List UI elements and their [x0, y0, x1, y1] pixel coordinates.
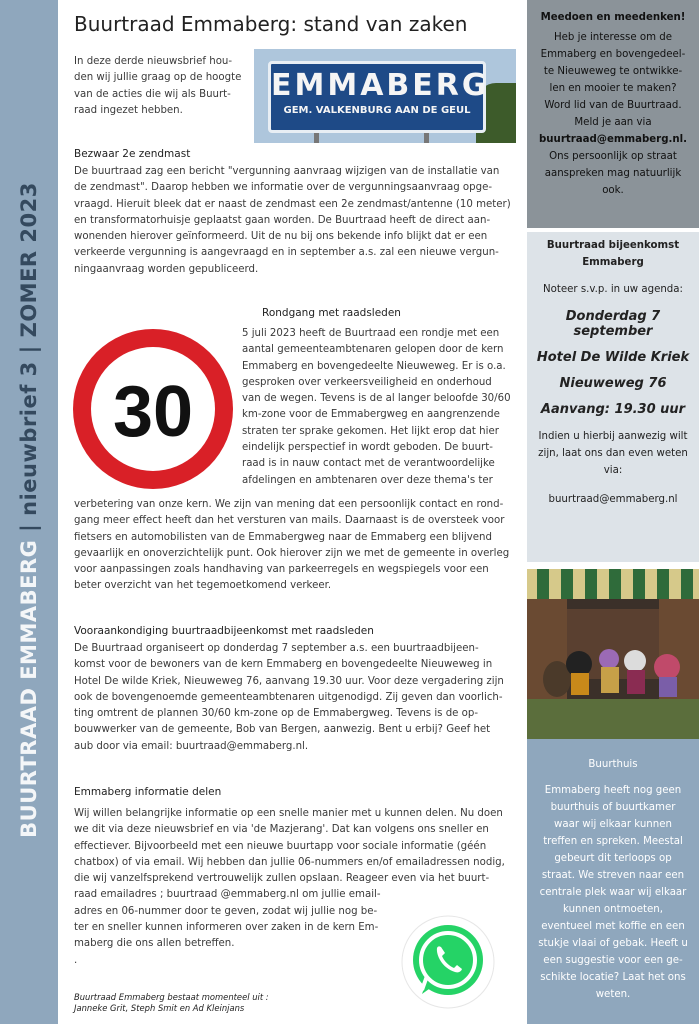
box-bijeenkomst [527, 232, 699, 562]
box-meedoen-text [527, 29, 699, 199]
text-line: komst voor de bewoners van de kern Emmaberg en bovengedeelte Nieuweweg in [74, 659, 493, 671]
text-line: buurthuis of buurtkamer [550, 802, 676, 813]
text-line: we dit via deze nieuwsbrief en via 'de Mazjerang'. Dat kan volgens ons sneller en [74, 824, 489, 836]
text-line: te Nieuweweg te ontwikke- [543, 66, 683, 77]
text-line: adres en 06-nummer door te geven, zodat wij jullie nog be- [74, 905, 378, 917]
text-line: ting omtrent de plannen 30/60 km-zone op de Emmabergweg. Tevens is de op- [74, 708, 479, 720]
vertical-title-part3: ZOMER 2023 [17, 182, 41, 338]
title-line: Emmaberg [582, 257, 644, 268]
text-line: vraagd. Hieruit bleek dat er naast de zendmast een 2e zendmast/antenne (10 meter) [74, 198, 511, 210]
text-line: gang meer effect heeft dan het versturen van mails. Daarnaast is de oversteek voor [74, 515, 505, 527]
vertical-sidebar [0, 0, 58, 1024]
text-line: afdelingen en ambtenaren over deze thema's ter [242, 474, 493, 486]
text-line: stukje vlaai of gebak. Heeft u [538, 938, 688, 949]
text-line: eindelijk perspectief in wordt geboden. De buurt- [242, 442, 493, 454]
speed-limit-30-sign [70, 326, 236, 492]
text-line: Emmaberg en bovengedeel- [540, 49, 686, 60]
text-line: via: [603, 465, 623, 476]
sign-number: 30 [112, 372, 194, 452]
text-line: de zendmast". Daarop hebben we informatie over de vergunningsaanvraag opge- [74, 182, 493, 194]
text-line: straat. We streven naar een [541, 870, 685, 881]
vertical-separator-1: | [17, 515, 41, 540]
text-line: ter en sneller kunnen informeren over zaken in de kern Em- [74, 922, 379, 934]
box-buurthuis-text [527, 782, 699, 1003]
box-buurthuis [527, 739, 699, 1024]
text-line: aanspreken mag natuurlijk [544, 168, 682, 179]
text-line: Emmaberg en bovengedeelte Nieuweweg. Er is o.a. [242, 360, 506, 372]
text-line: verbetering van onze kern. We zijn van mening dat een persoonlijk contact en rond- [74, 499, 504, 510]
text-line: van de wegen. Tevens is de al langer beloofde 30/60 [242, 393, 511, 405]
footer-line: Janneke Grit, Steph Smit en Ad Kleinjans [74, 1003, 245, 1013]
text-line: 5 juli 2023 heeft de Buurtraad een rondje met een [242, 328, 500, 339]
box-meedoen-title: Meedoen en meedenken! [540, 12, 686, 23]
place-name-sign [268, 61, 490, 133]
text-line: Emmaberg heeft nog geen [544, 785, 682, 796]
text-line: gevaarlijk en onoverzichtelijk punt. Ook hierover zijn we met de gemeente in overleg [74, 547, 510, 559]
text-line: bouwwerker van de gemeente, Bob van Bergen, aanwezig. Bent u erbij? Geef het [74, 724, 491, 736]
section-rondgang-text [74, 497, 509, 595]
text-line: Hotel De wilde Kriek, Nieuweweg 76, aanvang 19.30 uur. Voor deze vergadering zijn [74, 675, 504, 687]
text-line: straten ter sprake gekomen. Het lijkt erop dat hier [242, 425, 499, 437]
text-line: . [74, 954, 78, 966]
text-line: centrale plek waar wij elkaar [539, 887, 687, 898]
page-title: Buurtraad Emmaberg: stand van zaken [74, 12, 468, 36]
section-zendmast-text [74, 164, 511, 278]
box-meedoen [527, 0, 699, 228]
text-line: zijn, laat ons dan even weten [538, 448, 688, 459]
sign-municipality: GEM. VALKENBURG AAN DE GEUL [283, 105, 471, 116]
vertical-title-part1: BUURTRAAD EMMABERG [17, 539, 41, 838]
agenda-address: Nieuweweg 76 [559, 376, 667, 391]
text-line: gebeurt dit terloops op [554, 853, 672, 864]
agenda-list [527, 309, 699, 417]
emmaberg-sign-photo [254, 49, 516, 143]
text-line: raad emailadres ; buurtraad @emmaberg.nl om jullie email- [74, 889, 381, 901]
text-line: Indien u hierbij aanwezig wilt [538, 431, 688, 442]
text-line: ook de bovengenoemde gemeenteambtenaren uitgenodigd. Zij geven dan voorlich- [74, 691, 503, 703]
main-column [58, 0, 526, 1024]
buurthuis-puppets-photo [527, 569, 699, 739]
title-line: Buurtraad bijeenkomst [546, 240, 680, 251]
vertical-separator-2: | [17, 337, 41, 362]
text-line: maberg die ons allen betreffen. [74, 938, 235, 950]
text-line: De Buurtraad organiseert op donderdag 7 september a.s. een buurtraadbijeen- [74, 643, 479, 654]
agenda-date: Donderdag 7 september [565, 309, 661, 339]
text-line: Heb je interesse om de [553, 32, 672, 43]
text-line: beter overzicht van het tegemoetkomend verkeer. [74, 580, 332, 592]
text-line: effectiever. Bijvoorbeeld met een nieuwe buurtapp voor sociale informatie (géén [74, 840, 487, 852]
section-vooraankondiging-text [74, 641, 504, 755]
sign-town-name: EMMABERG [271, 68, 490, 103]
box-buurthuis-title: Buurthuis [588, 759, 638, 770]
text-line: Word lid van de Buurtraad. [544, 100, 682, 111]
text-line: een suggestie voor een ge- [543, 955, 683, 966]
footer-line: Buurtraad Emmaberg bestaat momenteel uit : [74, 992, 269, 1002]
vertical-title [17, 182, 41, 838]
section-heading-zendmast: Bezwaar 2e zendmast [74, 148, 191, 160]
text-line: die wij vanzelfsprekend vertrouwelijk zullen opslaan. Reageer even via het buurt- [74, 873, 490, 885]
text-line: schikte locatie? Laat het ons [540, 972, 686, 983]
agenda-note: Noteer s.v.p. in uw agenda: [543, 284, 683, 295]
text-line: len en mooier te maken? [549, 83, 677, 94]
text-line: De buurtraad zag een bericht "vergunning aanvraag wijzigen van de installatie van [74, 166, 500, 177]
whatsapp-icon [400, 914, 496, 1010]
text-line: verkeerde vergunning is aangevraagd en in september a.s. zal een nieuwe vergun- [74, 247, 499, 259]
text-line: gesproken over verkeersveiligheid en onderhoud [242, 376, 492, 388]
text-line: weten. [595, 989, 631, 1000]
text-line: km-zone voor de Emmabergweg en aangrenzende [242, 409, 500, 421]
text-line: ningaanvraag worden gepubliceerd. [74, 263, 259, 275]
section-heading-rondgang: Rondgang met raadsleden [262, 307, 401, 319]
text-line: wonenden hierover geïnformeerd. Uit de nu bij ons bekende info blijkt dat er een [74, 231, 488, 243]
text-line: treffen en spreken. Meestal [543, 836, 683, 847]
email-text: buurtraad@emmaberg.nl [548, 494, 678, 505]
text-line: voor aanpassingen zoals handhaving van parkeerregels en wegspiegels voor een [74, 564, 489, 576]
section-heading-informatie: Emmaberg informatie delen [74, 786, 222, 798]
text-line: raad is in nauw contact met de verantwoordelijke [242, 458, 495, 470]
agenda-after-text [527, 428, 699, 479]
text-line: eventueel met koffie en een [541, 921, 685, 932]
section-rondgang-side-text [242, 326, 511, 489]
intro-text [74, 54, 241, 119]
intro-line: raad ingezet hebben. [74, 104, 183, 116]
intro-line: van de acties die wij als Buurt- [74, 88, 231, 100]
text-line: chatbox) of via email. Wij hebben dan jullie 06-nummers en/of emailadressen nodig, [74, 856, 505, 868]
text-line: en transformatorhuisje geplaatst gaan worden. De Buurtraad heeft de direct aan- [74, 214, 491, 226]
text-line: fietsers en automobilisten van de Emmabergweg naar de Emmaberg een blijvend [74, 531, 492, 543]
vertical-title-part2: nieuwbrief 3 [17, 361, 41, 516]
section-heading-vooraankondiging: Vooraankondiging buurtraadbijeenkomst met raadsleden [74, 625, 374, 637]
agenda-location: Hotel De Wilde Kriek [536, 350, 690, 365]
text-line: aantal gemeenteambtenaren gelopen door de kern [242, 344, 504, 356]
agenda-time: Aanvang: 19.30 uur [540, 402, 686, 417]
text-line: kunnen ontmoeten, [563, 904, 663, 915]
text-line: Meld je aan via [574, 117, 652, 128]
text-line: Ons persoonlijk op straat [549, 151, 677, 162]
box-bijeenkomst-title [527, 237, 699, 271]
intro-line: In deze derde nieuwsbrief hou- [74, 56, 233, 67]
text-line: aub door via email: buurtraad@emmaberg.nl. [74, 740, 309, 752]
text-line: waar wij elkaar kunnen [554, 819, 672, 830]
footer-note [74, 992, 269, 1014]
text-line: ook. [602, 185, 624, 196]
intro-line: den wij jullie graag op de hoogte [74, 72, 242, 84]
text-line: Wij willen belangrijke informatie op een snelle manier met u kunnen delen. Nu doen [74, 808, 503, 819]
email-text: buurtraad@emmaberg.nl. [539, 134, 687, 145]
